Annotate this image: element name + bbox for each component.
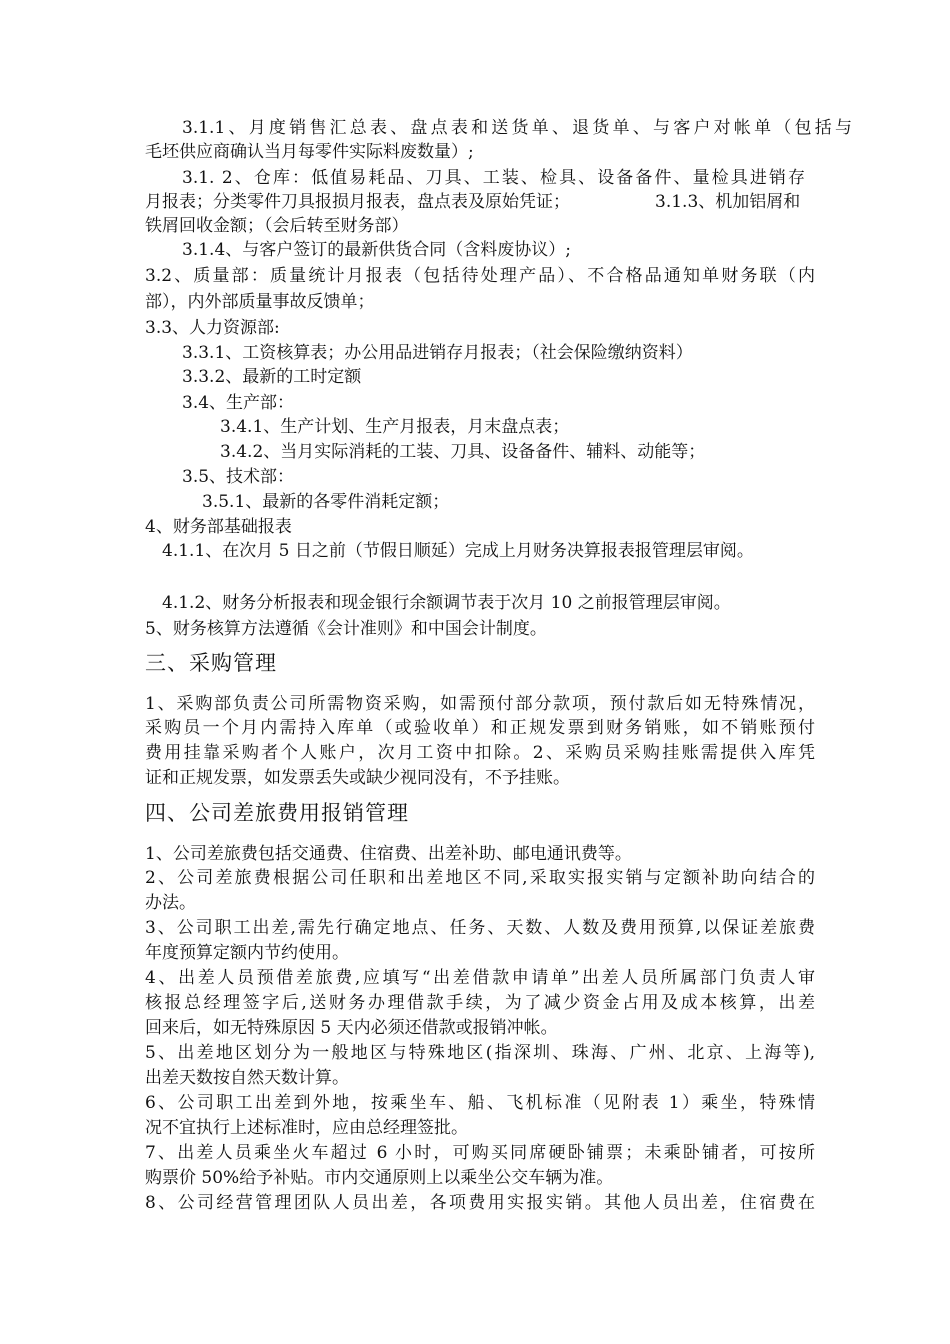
- text-line: 3.4.2、当月实际消耗的工装、刀具、设备备件、辅料、动能等；: [220, 442, 706, 462]
- text-line: 3.3.1、工资核算表；办公用品进销存月报表；（社会保险缴纳资料）: [182, 343, 693, 363]
- text-line: 1、公司差旅费包括交通费、住宿费、出差补助、邮电通讯费等。: [145, 844, 632, 864]
- text-line: 5、出差地区划分为一般地区与特殊地区(指深圳、珠海、广州、北京、上海等),: [145, 1043, 815, 1063]
- text-line: 采购员一个月内需持入库单（或验收单）和正规发票到财务销账，如不销账预付: [145, 718, 815, 738]
- text-line: 3.3、人力资源部:: [145, 318, 280, 338]
- text-line: 3.1.4、与客户签订的最新供货合同（含料废协议）;: [182, 240, 571, 260]
- text-line: 出差天数按自然天数计算。: [145, 1068, 349, 1088]
- text-line: 5、财务核算方法遵循《会计准则》和中国会计制度。: [145, 619, 547, 639]
- text-line: 2、公司差旅费根据公司任职和出差地区不同,采取实报实销与定额补助向结合的: [145, 868, 815, 888]
- text-line: 4.1.2、财务分析报表和现金银行余额调节表于次月 10 之前报管理层审阅。: [162, 593, 731, 613]
- text-line: 8、公司经营管理团队人员出差，各项费用实报实销。其他人员出差，住宿费在: [145, 1193, 815, 1213]
- text-line: 毛坯供应商确认当月每零件实际料废数量）;: [145, 142, 474, 162]
- text-line: 费用挂靠采购者个人账户，次月工资中扣除。2、采购员采购挂账需提供入库凭: [145, 743, 815, 763]
- text-line: 1、采购部负责公司所需物资采购，如需预付部分款项，预付款后如无特殊情况，: [145, 694, 815, 714]
- text-line: 4、财务部基础报表: [145, 517, 292, 537]
- text-line: 回来后，如无特殊原因 5 天内必须还借款或报销冲帐。: [145, 1018, 558, 1038]
- text-line: 3.1.1、月度销售汇总表、盘点表和送货单、退货单、与客户对帐单（包括与: [182, 118, 852, 138]
- text-line: 办法。: [145, 893, 196, 913]
- text-line: 7、出差人员乘坐火车超过 6 小时，可购买同席硬卧铺票；未乘卧铺者，可按所: [145, 1143, 815, 1163]
- text-line: 3.4、生产部：: [182, 393, 295, 413]
- text-line: 4、出差人员预借差旅费,应填写“出差借款申请单”出差人员所属部门负责人审: [145, 968, 815, 988]
- text-line: 核报总经理签字后,送财务办理借款手续，为了减少资金占用及成本核算，出差: [145, 993, 815, 1013]
- text-line: 3.1.3、机加铝屑和: [655, 192, 801, 212]
- text-line: 部），内外部质量事故反馈单；: [145, 292, 375, 312]
- text-line: 况不宜执行上述标准时，应由总经理签批。: [145, 1118, 468, 1138]
- text-line: 证和正规发票，如发票丢失或缺少视同没有，不予挂账。: [145, 768, 570, 788]
- text-line: 3.1. 2、仓库：低值易耗品、刀具、工装、检具、设备备件、量检具进销存: [182, 168, 805, 188]
- text-line: 3、公司职工出差,需先行确定地点、任务、天数、人数及费用预算,以保证差旅费: [145, 918, 815, 938]
- section-heading-travel: 四、公司差旅费用报销管理: [145, 801, 409, 825]
- text-line: 4.1.1、在次月 5 日之前（节假日顺延）完成上月财务决算报表报管理层审阅。: [162, 541, 754, 561]
- text-line: 3.5、技术部：: [182, 467, 295, 487]
- text-line: 3.5.1、最新的各零件消耗定额；: [202, 492, 450, 512]
- text-line: 铁屑回收金额；（会后转至财务部）: [145, 216, 409, 236]
- text-line: 3.4.1、生产计划、生产月报表，月末盘点表；: [220, 417, 570, 437]
- text-line: 3.2、质量部：质量统计月报表（包括待处理产品）、不合格品通知单财务联（内: [145, 266, 815, 286]
- section-heading-purchase: 三、采购管理: [145, 651, 277, 675]
- text-line: 月报表；分类零件刀具报损月报表，盘点表及原始凭证；: [145, 192, 570, 212]
- text-line: 3.3.2、最新的工时定额: [182, 367, 362, 387]
- text-line: 购票价 50%给予补贴。市内交通原则上以乘坐公交车辆为准。: [145, 1168, 614, 1188]
- text-line: 年度预算定额内节约使用。: [145, 943, 349, 963]
- text-line: 6、公司职工出差到外地，按乘坐车、船、飞机标准（见附表 1）乘坐，特殊情: [145, 1093, 815, 1113]
